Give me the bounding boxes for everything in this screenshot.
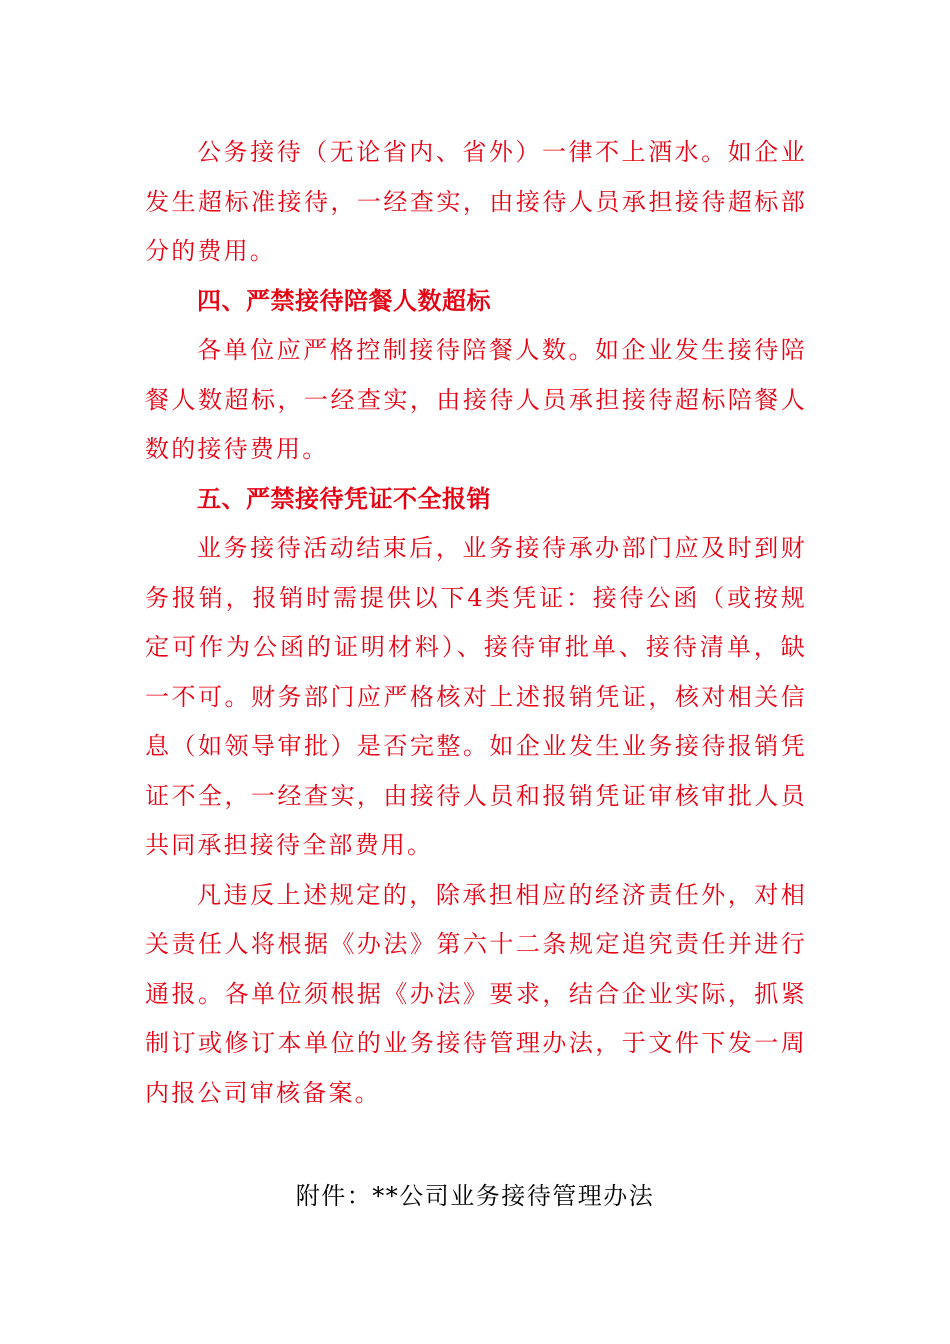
heading-section-five: 五、严禁接待凭证不全报销 <box>197 484 491 513</box>
attachment-line: 附件：**公司业务接待管理办法 <box>295 1182 655 1210</box>
document-body <box>145 128 807 1118</box>
heading-section-four: 四、严禁接待陪餐人数超标 <box>197 286 491 315</box>
paragraph-reimbursement: 业务接待活动结束后，业务接待承办部门应及时到财务报销，报销时需提供以下4类凭证：接待公函（或按规定可作为公函的证明材料）、接待审批单、接待清单，缺一不可。财务部门应严格核对上述报销凭证，核对相关信息（如领导审批）是否完整。如企业发生业务接待报销凭证不全，一经查实，由接待人员和报销凭证审核审批人员共同承担接待全部费用。 <box>145 534 807 859</box>
paragraph-alcohol-rule: 公务接待（无论省内、省外）一律不上酒水。如企业发生超标准接待，一经查实，由接待人员承担接待超标部分的费用。 <box>145 138 807 265</box>
paragraph-violations: 凡违反上述规定的，除承担相应的经济责任外，对相关责任人将根据《办法》第六十二条规定追究责任并进行通报。各单位须根据《办法》要求，结合企业实际，抓紧制订或修订本单位的业务接待管理办法，于文件下发一周内报公司审核备案。 <box>145 880 807 1107</box>
paragraph-dining-count: 各单位应严格控制接待陪餐人数。如企业发生接待陪餐人数超标，一经查实，由接待人员承担接待超标陪餐人数的接待费用。 <box>145 336 807 463</box>
